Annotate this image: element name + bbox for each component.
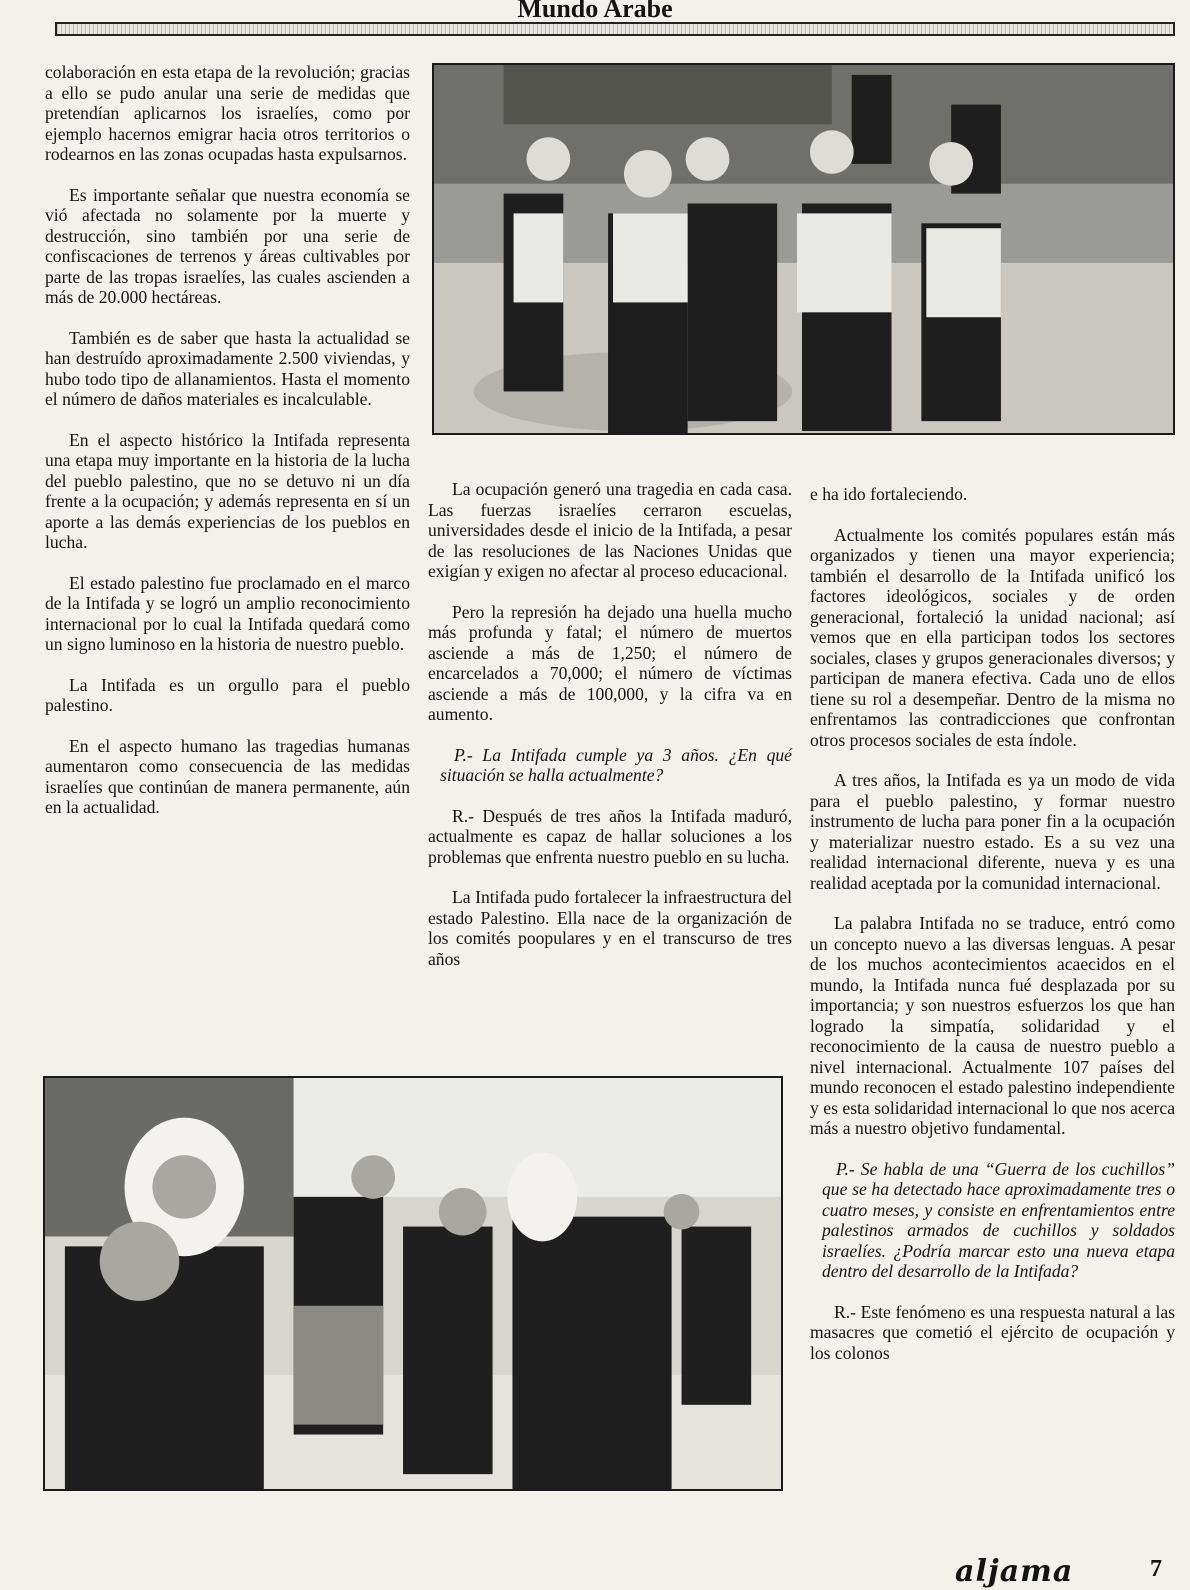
paragraph: R.- Después de tres años la Intifada maduró, actualmente es capaz de hallar soluciones a los problemas que enfrenta nuestro pueblo en su lucha. — [428, 805, 792, 867]
paragraph: R.- Este fenómeno es una respuesta natural a las masacres que cometió el ejército de ocupación y los colonos — [810, 1301, 1175, 1363]
paragraph: Pero la represión ha dejado una huella mucho más profunda y fatal; el número de muertos asciende a más de 1,250; el número de encarcelados a 70,000; el número de víctimas asciende a más de 100,000, y la cifra va en aumento. — [428, 601, 792, 724]
paragraph: La ocupación generó una tragedia en cada casa. Las fuerzas israelíes cerraron escuelas, universidades desde el inicio de la Intifada, a pesar de las resoluciones de las Naciones Unidas que exigían y exigen no afectar al proceso educacional. — [428, 479, 792, 581]
section-header — [0, 0, 1190, 22]
paragraph: La Intifada es un orgullo para el pueblo palestino. — [45, 674, 410, 715]
paragraph: En el aspecto humano las tragedias humanas aumentaron como consecuencia de las medidas israelíes que continúan de manera permanente, aún en la actualidad. — [45, 735, 410, 817]
photo-women-crowd — [43, 1076, 783, 1491]
women-crowd-photo-image — [45, 1078, 781, 1489]
magazine-logo: aljama — [955, 1554, 1074, 1589]
paragraph: El estado palestino fue proclamado en el marco de la Intifada y se logró un amplio reconocimiento internacional por lo cual la Intifada quedará como un signo luminoso en la historia de nuestro pueblo. — [45, 572, 410, 654]
paragraph: La palabra Intifada no se traduce, entró como un concepto nuevo a las diversas lenguas. A pesar de los muchos acontecimientos acaecidos en el mundo, la Intifada nunca fué desplazada por su importancia; y son nuestros esfuerzos los que han logrado la simpatía, solidaridad y el reconocimiento de la causa de nuestro pueblo a nivel internacional. Actualmente 107 países del mundo reconocen el estado palestino independiente y es esta solidaridad internacional lo que nos acerca más a nuestro objetivo fundamental. — [810, 913, 1175, 1138]
section-title: Mundo Arabe — [517, 0, 673, 22]
interview-question: P.- Se habla de una “Guerra de los cuchillos” que se ha detectado hace aproximadamente tres o cuatro meses, y consiste en enfrentamientos entre palestinos armados de cuchillos y soldados israelíes. ¿Podría marcar esto una nueva etapa dentro del desarrollo de la Intifada? — [822, 1158, 1175, 1281]
page-number: 7 — [1150, 1556, 1162, 1582]
riot-police-photo-image — [434, 65, 1173, 433]
interview-question: P.- La Intifada cumple ya 3 años. ¿En qué situación se halla actualmente? — [440, 744, 792, 785]
paragraph: En el aspecto histórico la Intifada representa una etapa muy importante en la historia de la lucha del pueblo palestino, que no se detuvo ni un día frente a la ocupación; y además representa en sí un aporte a las demás experiencias de los pueblos en lucha. — [45, 429, 410, 552]
header-rule — [55, 22, 1175, 36]
article-column-1 — [45, 62, 410, 838]
paragraph: También es de saber que hasta la actualidad se han destruído aproximadamente 2.500 viviendas, y hubo todo tipo de allanamientos. Hasta el momento el número de daños materiales es incalculable. — [45, 327, 410, 409]
article-column-2 — [428, 479, 792, 989]
photo-riot-police — [432, 63, 1175, 435]
paragraph: A tres años, la Intifada es ya un modo de vida para el pueblo palestino, y formar nuestro instrumento de lucha para poner fin a la ocupación y materializar nuestro estado. Es a su vez una realidad internacional diferente, nueva y es una realidad aceptada por la comunidad internacional. — [810, 770, 1175, 893]
article-column-3 — [810, 484, 1175, 1383]
paragraph: colaboración en esta etapa de la revolución; gracias a ello se pudo anular una serie de medidas que pretendían aplicarnos los israelíes, como por ejemplo hacernos emigrar hacia otros territorios o rodearnos en las zonas ocupadas hasta expulsarnos. — [45, 62, 410, 164]
paragraph: e ha ido fortaleciendo. — [810, 484, 968, 504]
paragraph: Es importante señalar que nuestra economía se vió afectada no solamente por la muerte y destrucción, sino también por una serie de confiscaciones de terrenos y áreas cultivables por parte de las tropas israelíes, las cuales ascienden a más de 20.000 hectáreas. — [45, 184, 410, 307]
paragraph: La Intifada pudo fortalecer la infraestructura del estado Palestino. Ella nace de la organización de los comités poopulares y en el transcurso de tres años — [428, 887, 792, 969]
paragraph: Actualmente los comités populares están más organizados y tienen una mayor experiencia; también el desarrollo de la Intifada unificó los factores ideológicos, sociales y de orden generacional, fortaleció la unidad nacional; así vemos que en ella participan todos los sectores sociales, clases y grupos generacionales diversos; y participan de manera efectiva. Cada uno de ellos tiene su rol a desempeñar. Dentro de la misma no enfrentamos las contradicciones que confrontan otros procesos sociales de esta índole. — [810, 524, 1175, 750]
